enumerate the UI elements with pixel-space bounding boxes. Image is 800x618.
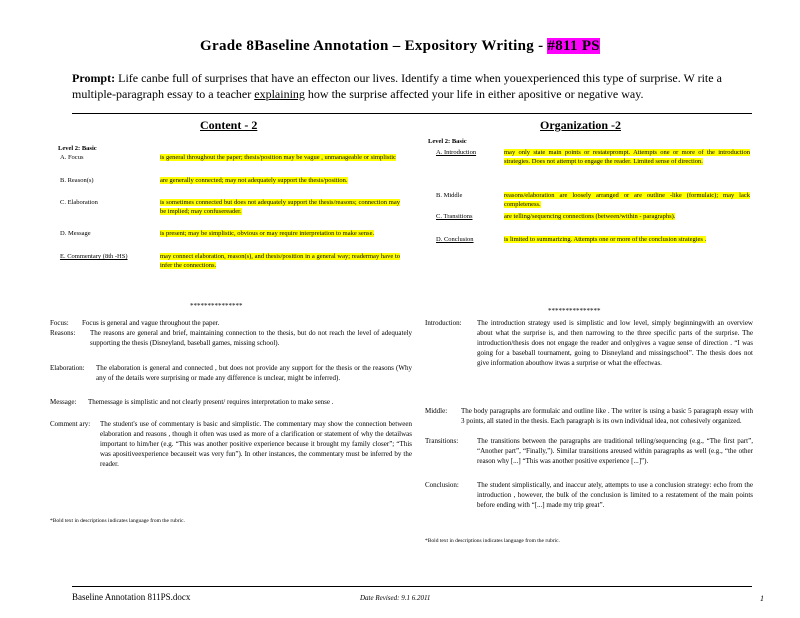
content-row-label: C. Elaboration [60,199,98,206]
content-row-text: are generally connected; may not adequately support the thesis/position. [160,177,348,184]
page-title: Grade 8Baseline Annotation – Expository Writing - #811 PS [200,38,600,54]
rubric-note-left: *Bold text in descriptions indicates language from the rubric. [50,518,185,524]
content-rubric [58,153,408,288]
org-row-text: reasons/elaboration are loosely arranged or are outline -like (formulaic); may lack completeness. [504,192,750,208]
annotation-label: Elaboration: [50,364,85,372]
content-heading: Content - 2 [200,118,258,132]
rubric-note-right: *Bold text in descriptions indicates language from the rubric. [425,538,560,544]
org-row-text: are telling/sequencing connections (between/within - paragraphs). [504,213,676,220]
annotation-text: Focus is general and vague throughout the paper. [82,319,220,327]
annotation-text: The student's use of commentary is basic and simplistic. The commentary may show the connection between elaboration and reasons , though it often was used as more of a clarification or statement of why the detailwas important to him/her (e.g. “This was another positive experience because it brought my family closer”; “This was apositiveexperience becauseit was very fun”). In other instances, the commentary must be inferred by the reader. [100,420,412,468]
content-row-label: D. Message [60,230,91,237]
divider-footer [72,586,752,587]
org-row-text: may only state main points or restateprompt. Attempts one or more of the introduction strategies. Does not attempt to engage the reader. Limited sense of direction. [504,149,750,165]
annotation-text: The student simplistically, and inaccur ately, attempts to use a conclusion strategy: echo from the introduction , however, the bulk of the conclusion is limited to a restatement of the main points before ending with “[...] made my trip great”. [477,481,753,509]
annotation-label: Comment ary: [50,420,91,428]
separator-right: *************** [548,307,601,315]
organization-level: Level 2: Basic [428,138,467,145]
page-number: 1 [760,594,764,603]
annotation-text: The introduction strategy used is simplistic and low level, simply beginningwith an overview about what the surprise is, and then narrowing to the three specific parts of the surprise. The introduction/thesis does not engage the reader and onlygives a vague sense of direction . “I was going for a baseball tournament, going to Disneyland and missingschool”. The thesis does not give information abouthow itwas a surprise or what the effectwas. [477,319,753,367]
content-row-label: A. Focus [60,154,84,161]
content-row-text: is present; may be simplistic, obvious or may require interpretation to make sense. [160,230,375,237]
footer-filename: Baseline Annotation 811PS.docx [72,592,191,602]
organization-annotations [425,318,755,533]
annotation-label: Focus: [50,319,69,327]
annotation-text: The body paragraphs are formulaic and outline like . The writer is using a basic 5 paragraph essay with 3 points, all stated in the thesis. Each paragraph is its own individual idea, not cohesively organized. [461,407,753,425]
content-row-text: may connect elaboration, reason(s), and thesis/position in a general way; readermay have to infer the connections. [160,253,400,269]
annotation-text: The elaboration is general and connected , but does not provide any support for the thesis or the reasons (Why any of the details were surprising or made any difference is unclear, might be inferred). [96,364,412,382]
organization-rubric [428,148,758,258]
annotation-text: Themessage is simplistic and not clearly present/ requires interpretation to make sense . [88,398,334,406]
annotation-label: Middle: [425,407,448,415]
annotation-text: The transitions between the paragraphs are traditional telling/sequencing (e.g., “The first part”, “Another part”, “Finally,”). Similar transitions areused within paragraphs as well (e.g., “the other reason why [...] “This was another positive experience [...]”). [477,437,753,465]
content-annotations [50,318,415,508]
prompt: Prompt: Life canbe full of surprises that have an effecton our lives. Identify a time when youexperienced this type of surprise. W rite a multiple-paragraph essay to a teacher explaining how the surprise affected your life in either apositive or negative way. [72,71,722,101]
content-row-text: is sometimes connected but does not adequately support the thesis/reasons; connection may be implied; may confusereader. [160,199,400,215]
separator-left: *************** [190,302,243,310]
annotation-label: Conclusion: [425,481,459,489]
organization-heading: Organization -2 [540,118,621,132]
footer-date: Date Revised: 9.1 6.2011 [360,594,431,602]
paper-code: #811 PS [547,38,600,54]
annotation-label: Message: [50,398,77,406]
content-level: Level 2: Basic [58,145,97,152]
org-row-label: B. Middle [436,192,463,199]
divider-top [72,113,752,114]
annotation-text: The reasons are general and brief, maintaining connection to the thesis, but do not reach the level of adequately supporting the thesis (Disneyland, baseball games, missing school). [90,329,412,347]
annotation-label: Reasons: [50,329,76,337]
prompt-emphasis: explaining [254,87,305,101]
prompt-label: Prompt: [72,71,116,85]
content-row-text: is general throughout the paper; thesis/position may be vague , unmanageable or simplistic [160,154,396,161]
org-row-label: D. Conclusion [436,236,474,243]
content-row-label: E. Commentary (8th -HS) [60,253,128,260]
annotation-label: Transitions: [425,437,459,445]
annotation-label: Introduction: [425,319,462,327]
org-row-label: C. Transitions [436,213,473,220]
org-row-text: is limited to summarizing. Attempts one or more of the conclusion strategies . [504,236,707,243]
org-row-label: A. Introduction [436,149,477,156]
content-row-label: B. Reason(s) [60,177,94,184]
